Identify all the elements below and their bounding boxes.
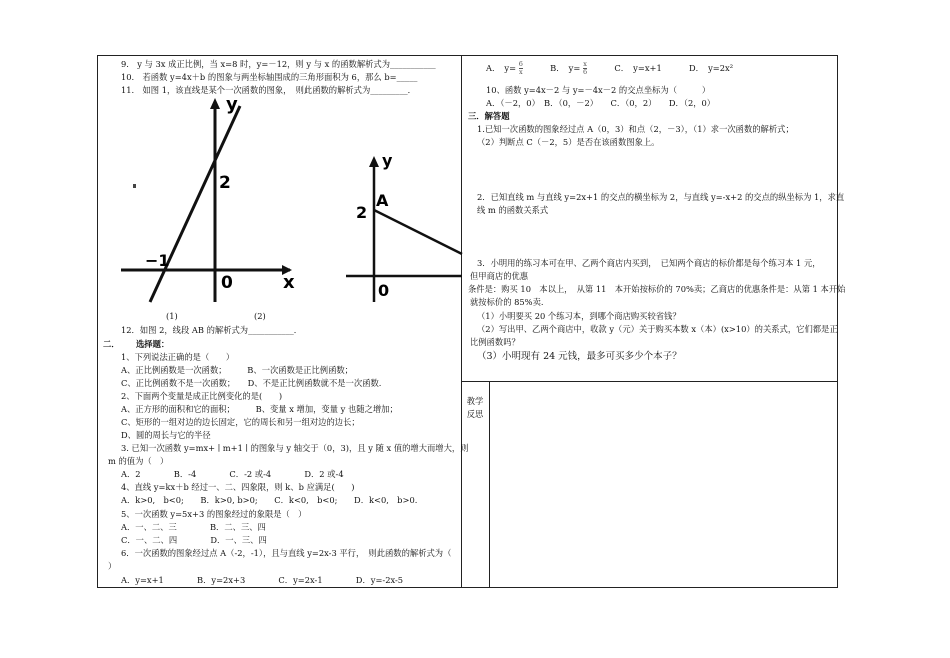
choice-10-options: A．（－2，0） B．（0，－2） C．（0，2） D．（2，0） [486, 98, 716, 108]
choice-7-d: D． y=2x² [689, 63, 734, 73]
choice-5-cd: C．一、二、四 D．一、三、四 [121, 535, 267, 545]
fig2-caption: (2) [254, 311, 266, 321]
choice-1-cd: C、正比例函数不是一次函数； D、不是正比例函数就不是一次函数. [121, 378, 382, 388]
choice-7-c: C． y=x+1 [614, 63, 662, 73]
teaching-reflection-label: 教学反思 [466, 396, 484, 419]
choice-3-line2: m 的值为（ ） [108, 456, 169, 466]
solve-3: 3．小明用的练习本可在甲、乙两个商店内买到， 已知两个商店的标价都是每个练习本 1 元， [477, 258, 821, 268]
question-12: 12．如图 2，线段 AB 的解析式为___________． [121, 325, 303, 335]
choice-6-line2: ） [108, 561, 117, 571]
fig2-origin: 0 [378, 281, 390, 300]
figure-1-graph [115, 92, 300, 314]
fraction-x-over-6: $\frac{x}{6}$ [582, 60, 588, 76]
solve-3-line2: 但甲商店的优惠 [470, 271, 529, 281]
figure-2-graph [340, 150, 465, 310]
choice-6: 6．一次函数的图象经过点 A（-2，-1），且与直线 y=2x-3 平行， 则此函数的解析式为（ [121, 548, 452, 558]
choice-7-a: A． y= [486, 63, 517, 73]
question-10: 10. 若函数 y=4x＋b 的图象与两坐标轴围成的三角形面积为 6，那么 b=_____ [121, 72, 418, 82]
choice-3-options: A．2 B．-4 C．-2 或-4 D．2 或-4 [121, 469, 344, 479]
choice-7-options [486, 61, 733, 76]
fig2-segment-ab [374, 210, 462, 254]
solve-3-line3: 条件是：购买 10 本以上， 从第 11 本开始按标价的 70%卖；乙商店的优惠条件是：从第 1 本开始 [468, 284, 846, 294]
choice-5-ab: A．一、二、三 B．二、三、四 [121, 522, 266, 532]
section-3-title: 三．解答题 [468, 111, 510, 121]
choice-4: 4、直线 y=kx＋b 经过一、二、四象限，则 k、b 应满足( ) [121, 482, 355, 492]
section-2-number: 二． [103, 339, 120, 349]
solve-3-part2: （2）写出甲、乙两个商店中，收款 y（元）关于购买本数 x（本）(x>10）的关系式，它们都是正 [477, 324, 838, 334]
choice-2-d: D、圆的周长与它的半径 [121, 430, 211, 440]
fig1-y-arrow [210, 98, 220, 109]
reflection-top-divider [461, 381, 838, 382]
solve-3-part2-line2: 比例函数吗？ [470, 337, 520, 347]
solve-3-part3: （3）小明现有 24 元钱，最多可买多少个本子？ [477, 351, 682, 362]
fig1-x-intercept: −1 [145, 251, 170, 270]
fig1-y-label: y [226, 94, 238, 115]
section-2-title: 选择题： [136, 339, 170, 349]
choice-1-ab: A、正比例函数是一次函数； B、一次函数是正比例函数； [121, 365, 353, 375]
fig1-caption: (1) [166, 311, 178, 321]
question-9: 9. y 与 3x 成正比例，当 x=8 时，y=－12，则 y 与 x 的函数解析式为___________ [121, 59, 436, 69]
question-11: 11. 如图 1，该直线是某个一次函数的图象， 则此函数的解析式为_________． [121, 85, 416, 95]
choice-7-b: B． y= [550, 63, 581, 73]
fig1-speck [133, 184, 136, 188]
choice-6-options: A．y=x+1 B．y=2x+3 C．y=2x-1 D．y=-2x-5 [121, 575, 404, 585]
reflection-label-divider [489, 381, 490, 588]
fig2-y-arrow [369, 156, 379, 167]
choice-3: 3. 已知一次函数 y=mx+ ∣ m+1 ∣ 的图象与 y 轴交于（0，3)，且 y 随 x 值的增大而增大，则 [121, 443, 469, 453]
choice-2-ab: A、正方形的面积和它的面积； B、变量 x 增加，变量 y 也随之增加； [121, 404, 398, 414]
solve-3-line4: 就按标价的 85%卖. [470, 297, 544, 307]
fraction-6-over-x: $\frac{6}{x}$ [518, 60, 523, 76]
choice-5: 5、一次函数 y=5x+3 的图象经过的象限是（ ） [121, 509, 307, 519]
fig2-point-a: A [376, 191, 389, 210]
solve-1-part2: （2）判断点 C（－2，5）是否在该函数图象上。 [477, 137, 660, 147]
solve-2: 2．已知直线 m 与直线 y=2x+1 的交点的横坐标为 2，与直线 y=-x+2 的交点的纵坐标为 1，求直 [477, 192, 845, 202]
choice-2-c: C、矩形的一组对边的边长固定，它的周长和另一组对边的边长； [121, 417, 360, 427]
column-divider [461, 55, 462, 588]
solve-3-part1: （1）小明要买 20 个练习本，到哪个商店购买较省钱？ [477, 311, 681, 321]
solve-2-line2: 线 m 的函数关系式 [477, 205, 549, 215]
choice-2: 2、下面两个变量是成正比例变化的是( ) [121, 391, 283, 401]
fig2-y-value: 2 [356, 203, 368, 222]
fig1-origin: 0 [221, 273, 233, 293]
choice-10: 10、函数 y=4x－2 与 y=－4x－2 的交点坐标为（ ） [486, 85, 711, 95]
fig1-y-intercept: 2 [219, 173, 231, 193]
choice-1: 1、下列说法正确的是（ ） [121, 352, 235, 362]
solve-1: 1.已知一次函数的图象经过点 A（0，3）和点（2，－3），（1）求一次函数的解析式； [477, 124, 794, 134]
fig1-x-label: x [283, 272, 295, 293]
fig2-y-label: y [382, 151, 393, 170]
choice-4-options: A．k>0, b<0; B．k>0, b>0; C．k<0, b<0; D．k<0, b>0. [121, 495, 418, 505]
